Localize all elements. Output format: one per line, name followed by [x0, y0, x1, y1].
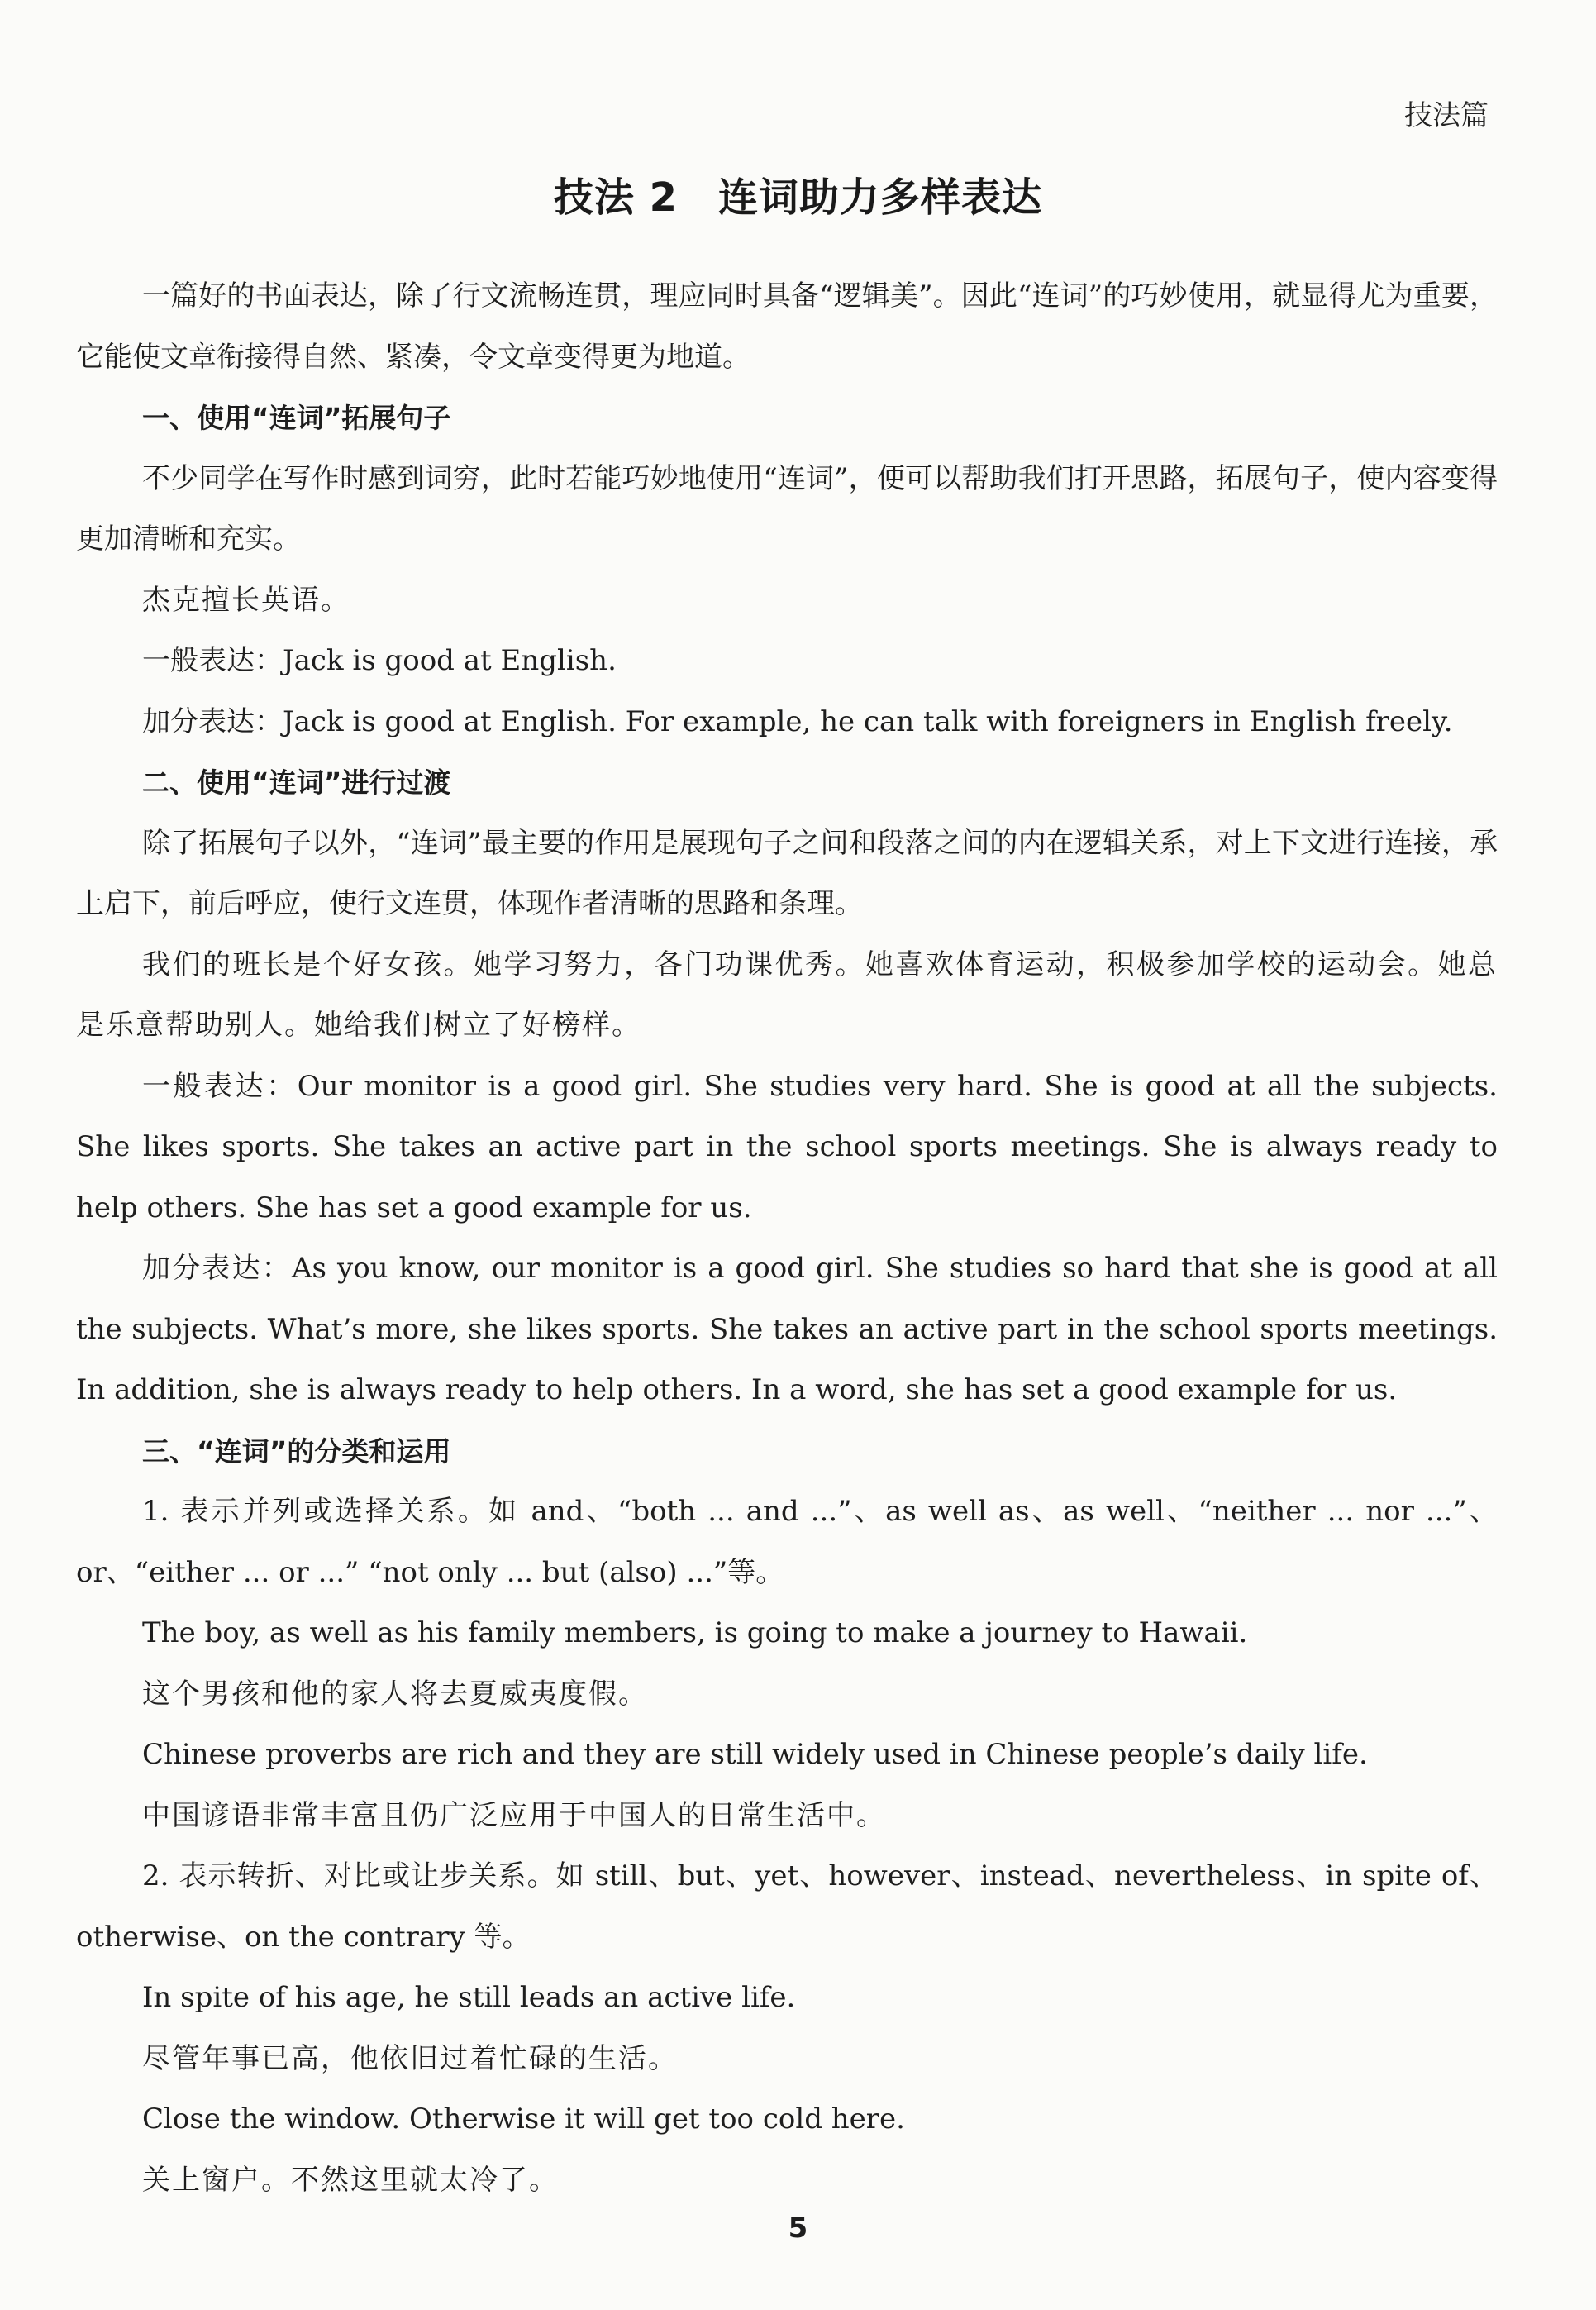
section-1-example-cn: 杰克擅长英语。: [142, 583, 350, 617]
example-1-english: The boy, as well as his family members, is going to make a journey to Hawaii.: [142, 1616, 1248, 1649]
example-1-chinese: 这个男孩和他的家人将去夏威夷度假。: [142, 1677, 648, 1711]
section-3-item-1: 1. 表示并列或选择关系。如 and、“both ... and ...”、as well as、as well、“neither ... nor ...”、or、“either ... or ...” “not only ... but (also) ...”等。: [76, 1495, 1498, 1589]
section-2-general-expression: 一般表达：Our monitor is a good girl. She studies very hard. She is good at all the subjects. She likes sports. She takes an active part in the school sports meetings. She is always ready to help others. She has set a good example for us.: [76, 1069, 1498, 1224]
section-3-item-2: 2. 表示转折、对比或让步关系。如 still、but、yet、however、instead、nevertheless、in spite of、otherwise、on the contrary 等。: [76, 1859, 1498, 1954]
body-text: [76, 266, 1498, 2211]
section-2-paragraph: 除了拓展句子以外，“连词”最主要的作用是展现句子之间和段落之间的内在逻辑关系，对上下文进行连接，承上启下，前后呼应，使行文连贯，体现作者清晰的思路和条理。: [76, 826, 1498, 920]
page-number: 5: [788, 2212, 808, 2245]
section-1-general-expression: 一般表达：Jack is good at English.: [142, 644, 617, 677]
intro-paragraph: 一篇好的书面表达，除了行文流畅连贯，理应同时具备“逻辑美”。因此“连词”的巧妙使用，就显得尤为重要，它能使文章衔接得自然、紧凑，令文章变得更为地道。: [76, 279, 1498, 374]
section-1-bonus-expression: 加分表达：Jack is good at English. For example, he can talk with foreigners in English freely.: [142, 704, 1453, 738]
example-4-chinese: 关上窗户。不然这里就太冷了。: [142, 2163, 559, 2197]
example-2-chinese: 中国谚语非常丰富且仍广泛应用于中国人的日常生活中。: [142, 1798, 886, 1832]
example-4-english: Close the window. Otherwise it will get too cold here.: [142, 2102, 905, 2136]
example-3-english: In spite of his age, he still leads an active life.: [142, 1981, 796, 2014]
page-title: 技法 2 连词助力多样表达: [553, 174, 1043, 221]
section-1-paragraph: 不少同学在写作时感到词穷，此时若能巧妙地使用“连词”，便可以帮助我们打开思路，拓展句子，使内容变得更加清晰和充实。: [76, 461, 1498, 556]
section-heading-2: 二、使用“连词”进行过渡: [142, 766, 451, 799]
section-heading-3: 三、“连词”的分类和运用: [142, 1434, 451, 1468]
section-2-example-cn: 我们的班长是个好女孩。她学习努力，各门功课优秀。她喜欢体育运动，积极参加学校的运动会。她总是乐意帮助别人。她给我们树立了好榜样。: [76, 947, 1498, 1042]
section-header-tag: 技法篇: [1404, 99, 1489, 132]
example-3-chinese: 尽管年事已高，他依旧过着忙碌的生活。: [142, 2041, 678, 2075]
example-2-english: Chinese proverbs are rich and they are still widely used in Chinese people’s daily life.: [142, 1738, 1368, 1771]
section-heading-1: 一、使用“连词”拓展句子: [142, 402, 451, 434]
section-2-bonus-expression: 加分表达：As you know, our monitor is a good girl. She studies so hard that she is good at all the subjects. What’s more, she likes sports. She takes an active part in the school sports meetings. In addition, she is always ready to help others. In a word, she has set a good example for us.: [76, 1252, 1498, 1406]
